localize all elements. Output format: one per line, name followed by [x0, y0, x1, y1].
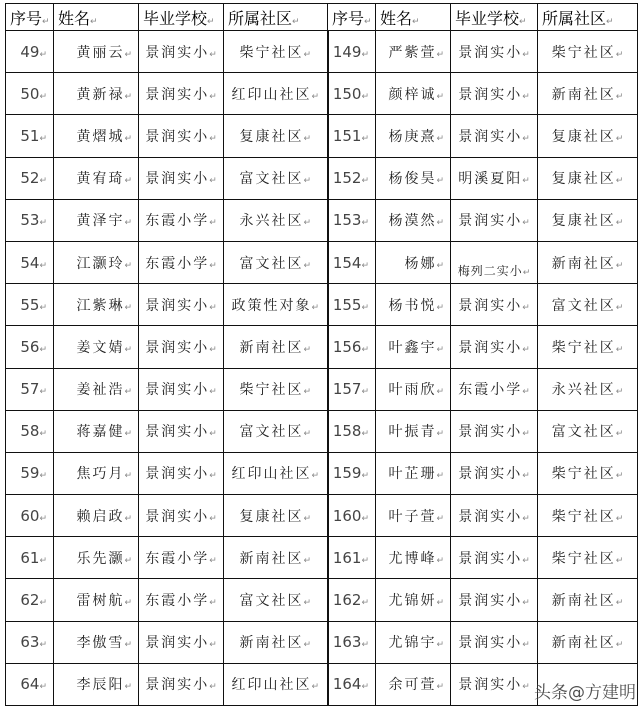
cell-num: 58 ↵: [6, 410, 54, 452]
cell-community: 复康社区 ↵: [538, 199, 638, 241]
cell-community: 复康社区 ↵: [224, 495, 328, 537]
cell-school: 景润实小 ↵: [139, 284, 224, 326]
table-row: [6, 621, 638, 663]
cell-num: 152 ↵: [328, 157, 376, 199]
table-row: [6, 284, 638, 326]
cell-school: 景润实小 ↵: [139, 31, 224, 73]
cell-community: 富文社区 ↵: [224, 410, 328, 452]
cell-school: 景润实小 ↵: [451, 284, 538, 326]
cell-num: 49 ↵: [6, 31, 54, 73]
cell-num: 64 ↵: [6, 663, 54, 705]
cell-school: 景润实小 ↵: [451, 326, 538, 368]
cell-community: 政策性对象 ↵: [224, 284, 328, 326]
cell-name: 余可萱 ↵: [376, 663, 451, 705]
cell-name: 姜祉浩 ↵: [54, 368, 139, 410]
cell-name: 叶振青 ↵: [376, 410, 451, 452]
cell-num: 154 ↵: [328, 241, 376, 283]
cell-num: 149 ↵: [328, 31, 376, 73]
cell-num: 51 ↵: [6, 115, 54, 157]
cell-community: 富文社区 ↵: [538, 284, 638, 326]
cell-name: 黄新禄 ↵: [54, 73, 139, 115]
cell-community: 柴宁社区 ↵: [538, 326, 638, 368]
cell-community: 柴宁社区 ↵: [538, 31, 638, 73]
cell-name: 焦巧月 ↵: [54, 452, 139, 494]
cell-name: 杨漠然 ↵: [376, 199, 451, 241]
cell-num: 150 ↵: [328, 73, 376, 115]
cell-name: 乐先灏 ↵: [54, 537, 139, 579]
cell-num: 55 ↵: [6, 284, 54, 326]
cell-num: 59 ↵: [6, 452, 54, 494]
cell-num: 57 ↵: [6, 368, 54, 410]
cell-name: 蒋嘉健 ↵: [54, 410, 139, 452]
cell-name: 叶鑫宇 ↵: [376, 326, 451, 368]
cell-name: 尤博峰 ↵: [376, 537, 451, 579]
cell-school: 景润实小 ↵: [139, 452, 224, 494]
column-header: 序号 ↵: [6, 4, 54, 31]
cell-community: 永兴社区 ↵: [538, 368, 638, 410]
cell-school: 东霞小学 ↵: [451, 368, 538, 410]
cell-name: 黄宥琦 ↵: [54, 157, 139, 199]
column-header: 所属社区 ↵: [224, 4, 328, 31]
cell-school: 景润实小 ↵: [139, 663, 224, 705]
cell-num: 151 ↵: [328, 115, 376, 157]
cell-name: 叶子萱 ↵: [376, 495, 451, 537]
cell-community: 柴宁社区 ↵: [224, 31, 328, 73]
cell-name: 雷树航 ↵: [54, 579, 139, 621]
cell-community: 复康社区 ↵: [224, 115, 328, 157]
cell-community: 新南社区 ↵: [538, 621, 638, 663]
cell-community: 永兴社区 ↵: [224, 199, 328, 241]
cell-school: 景润实小 ↵: [451, 199, 538, 241]
table-row: [6, 157, 638, 199]
cell-school: 景润实小 ↵: [451, 115, 538, 157]
cell-name: 黄泽宇 ↵: [54, 199, 139, 241]
cell-num: 162 ↵: [328, 579, 376, 621]
cell-num: 159 ↵: [328, 452, 376, 494]
table-row: [6, 31, 638, 73]
cell-school: 景润实小 ↵: [451, 452, 538, 494]
cell-num: 53 ↵: [6, 199, 54, 241]
column-header: 序号 ↵: [328, 4, 376, 31]
cell-name: 姜文婧 ↵: [54, 326, 139, 368]
table-row: [6, 579, 638, 621]
header-row: [6, 4, 638, 31]
table-row: [6, 495, 638, 537]
cell-num: 61 ↵: [6, 537, 54, 579]
cell-num: 157 ↵: [328, 368, 376, 410]
cell-num: 155 ↵: [328, 284, 376, 326]
cell-school: 东霞小学 ↵: [139, 537, 224, 579]
table-row: [6, 537, 638, 579]
cell-num: 164 ↵: [328, 663, 376, 705]
cell-school: 景润实小 ↵: [451, 537, 538, 579]
cell-school: 景润实小 ↵: [139, 495, 224, 537]
cell-name: 江紫琳 ↵: [54, 284, 139, 326]
table-row: [6, 326, 638, 368]
cell-name: 尤锦妍 ↵: [376, 579, 451, 621]
cell-community: 新南社区 ↵: [224, 537, 328, 579]
cell-school: 景润实小 ↵: [139, 73, 224, 115]
cell-num: 156 ↵: [328, 326, 376, 368]
cell-community: 富文社区 ↵: [224, 157, 328, 199]
cell-community: 新南社区 ↵: [224, 326, 328, 368]
cell-school: 东霞小学 ↵: [139, 241, 224, 283]
cell-community: 富文社区 ↵: [224, 579, 328, 621]
table-row: [6, 368, 638, 410]
table-row: [6, 410, 638, 452]
cell-name: 尤锦宇 ↵: [376, 621, 451, 663]
cell-school: 景润实小 ↵: [139, 368, 224, 410]
cell-name: 杨俊昊 ↵: [376, 157, 451, 199]
cell-school: 明溪夏阳 ↵: [451, 157, 538, 199]
cell-community: 富文社区 ↵: [224, 241, 328, 283]
cell-num: 160 ↵: [328, 495, 376, 537]
cell-community: 红印山社区 ↵: [224, 73, 328, 115]
cell-name: 叶芷珊 ↵: [376, 452, 451, 494]
cell-name: 杨娜 ↵: [376, 241, 451, 283]
cell-school: 梅列二实小 ↵: [451, 241, 538, 283]
cell-community: 富文社区 ↵: [538, 410, 638, 452]
cell-num: 163 ↵: [328, 621, 376, 663]
column-header: 所属社区 ↵: [538, 4, 638, 31]
cell-community: 红印山社区 ↵: [224, 663, 328, 705]
cell-num: 50 ↵: [6, 73, 54, 115]
cell-name: 赖启政 ↵: [54, 495, 139, 537]
column-header: 姓名 ↵: [376, 4, 451, 31]
cell-num: 62 ↵: [6, 579, 54, 621]
cell-community: 新南社区 ↵: [538, 241, 638, 283]
cell-school: 景润实小 ↵: [139, 326, 224, 368]
table-row: [6, 115, 638, 157]
cell-name: 杨书悦 ↵: [376, 284, 451, 326]
cell-num: 158 ↵: [328, 410, 376, 452]
cell-community: 柴宁社区 ↵: [224, 368, 328, 410]
watermark: 头条@方建明: [534, 683, 636, 703]
cell-school: 景润实小 ↵: [139, 157, 224, 199]
cell-school: 景润实小 ↵: [451, 579, 538, 621]
cell-name: 颜梓诚 ↵: [376, 73, 451, 115]
cell-num: 56 ↵: [6, 326, 54, 368]
cell-num: 63 ↵: [6, 621, 54, 663]
cell-community: 新南社区 ↵: [538, 73, 638, 115]
cell-name: 李辰阳 ↵: [54, 663, 139, 705]
cell-name: 江灏玲 ↵: [54, 241, 139, 283]
cell-name: 杨庚熹 ↵: [376, 115, 451, 157]
cell-num: 161 ↵: [328, 537, 376, 579]
cell-num: 153 ↵: [328, 199, 376, 241]
cell-name: 黄熠城 ↵: [54, 115, 139, 157]
cell-community: 新南社区 ↵: [538, 579, 638, 621]
cell-school: 景润实小 ↵: [451, 31, 538, 73]
cell-school: 景润实小 ↵: [139, 621, 224, 663]
cell-community: 复康社区 ↵: [538, 157, 638, 199]
cell-num: 60 ↵: [6, 495, 54, 537]
column-header: 姓名 ↵: [54, 4, 139, 31]
cell-community: 复康社区 ↵: [538, 115, 638, 157]
student-table: [5, 3, 638, 706]
column-header: 毕业学校 ↵: [451, 4, 538, 31]
table-row: [6, 73, 638, 115]
cell-name: 严紫萱 ↵: [376, 31, 451, 73]
cell-name: 黄丽云 ↵: [54, 31, 139, 73]
cell-community: 新南社区 ↵: [224, 621, 328, 663]
cell-school: 景润实小 ↵: [451, 621, 538, 663]
cell-community: 红印山社区 ↵: [224, 452, 328, 494]
table-row: [6, 199, 638, 241]
cell-community: 柴宁社区 ↵: [538, 537, 638, 579]
cell-num: 52 ↵: [6, 157, 54, 199]
cell-name: 李傲雪 ↵: [54, 621, 139, 663]
cell-school: 景润实小 ↵: [451, 663, 538, 705]
cell-school: 景润实小 ↵: [139, 410, 224, 452]
table-row: [6, 241, 638, 283]
cell-name: 叶雨欣 ↵: [376, 368, 451, 410]
table-row: [6, 452, 638, 494]
cell-school: 东霞小学 ↵: [139, 579, 224, 621]
cell-school: 东霞小学 ↵: [139, 199, 224, 241]
cell-school: 景润实小 ↵: [139, 115, 224, 157]
column-header: 毕业学校 ↵: [139, 4, 224, 31]
cell-school: 景润实小 ↵: [451, 73, 538, 115]
cell-community: 柴宁社区 ↵: [538, 495, 638, 537]
cell-community: 柴宁社区 ↵: [538, 452, 638, 494]
cell-school: 景润实小 ↵: [451, 410, 538, 452]
cell-school: 景润实小 ↵: [451, 495, 538, 537]
cell-num: 54 ↵: [6, 241, 54, 283]
